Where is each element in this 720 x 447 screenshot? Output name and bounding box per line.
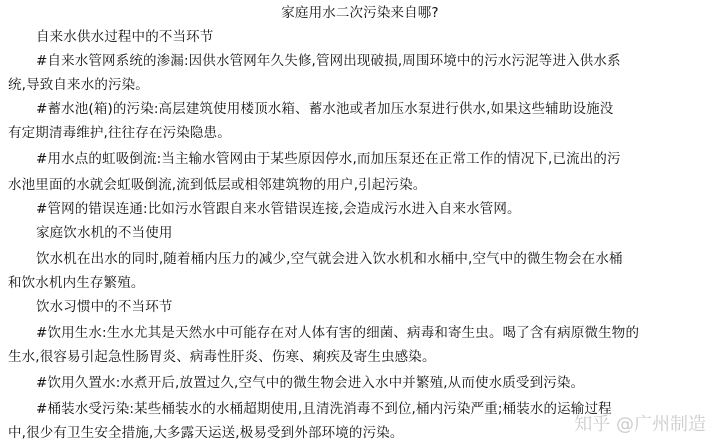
paragraph-line: 和饮水机内生存繁殖。 <box>8 275 145 291</box>
paragraph-line: #自来水管网系统的渗漏:因供水管网年久失修,管网出现破损,周围环境中的污水污泥等进入供水系 <box>36 53 621 69</box>
section-heading: 家庭饮水机的不当使用 <box>36 225 173 241</box>
watermark-text: 知乎 @广州制造 <box>574 414 706 435</box>
paragraph-line: #蓄水池(箱)的污染:高层建筑使用楼顶水箱、蓄水池或者加压水泵进行供水,如果这些辅助设施没 <box>36 101 614 117</box>
section-heading: 自来水供水过程中的不当环节 <box>36 29 214 45</box>
paragraph-line: 有定期清毒维护,往往存在污染隐患。 <box>8 125 231 141</box>
paragraph-line: 生水,很容易引起急性肠胃炎、病毒性肝炎、伤寒、痢疾及寄生虫感染。 <box>8 349 436 365</box>
paragraph-line: #饮用生水:生水尤其是天然水中可能存在对人体有害的细菌、病毒和寄生虫。喝了含有病原微生物的 <box>36 325 640 341</box>
paragraph-line: #管网的错误连通:比如污水管跟自来水管错误连接,会造成污水进入自来水管网。 <box>36 201 521 217</box>
paragraph-line: 水池里面的水就会虹吸倒流,流到低层或相邻建筑物的用户,引起污染。 <box>8 177 427 193</box>
section-heading: 饮水习惯中的不当环节 <box>36 299 173 315</box>
paragraph-line: 饮水机在出水的同时,随着桶内压力的减少,空气就会进入饮水机和水桶中,空气中的微生物会在水桶 <box>36 251 623 267</box>
paragraph-line: 中,很少有卫生安全措施,大多露天运送,极易受到外部环境的污染。 <box>8 425 404 441</box>
paragraph-line: #用水点的虹吸倒流:当主输水管网由于某些原因停水,而加压泵还在正常工作的情况下,已流出的污 <box>36 151 621 167</box>
paragraph-line: #饮用久置水:水煮开后,放置过久,空气中的微生物会进入水中并繁殖,从而使水质受到污染。 <box>36 375 585 391</box>
paragraph-line: 统,导致自来水的污染。 <box>8 77 149 93</box>
paragraph-line: #桶装水受污染:某些桶装水的水桶超期使用,且清洗消毒不到位,桶内污染严重;桶装水的运输过程 <box>36 401 612 417</box>
document-title: 家庭用水二次污染来自哪? <box>281 5 439 21</box>
